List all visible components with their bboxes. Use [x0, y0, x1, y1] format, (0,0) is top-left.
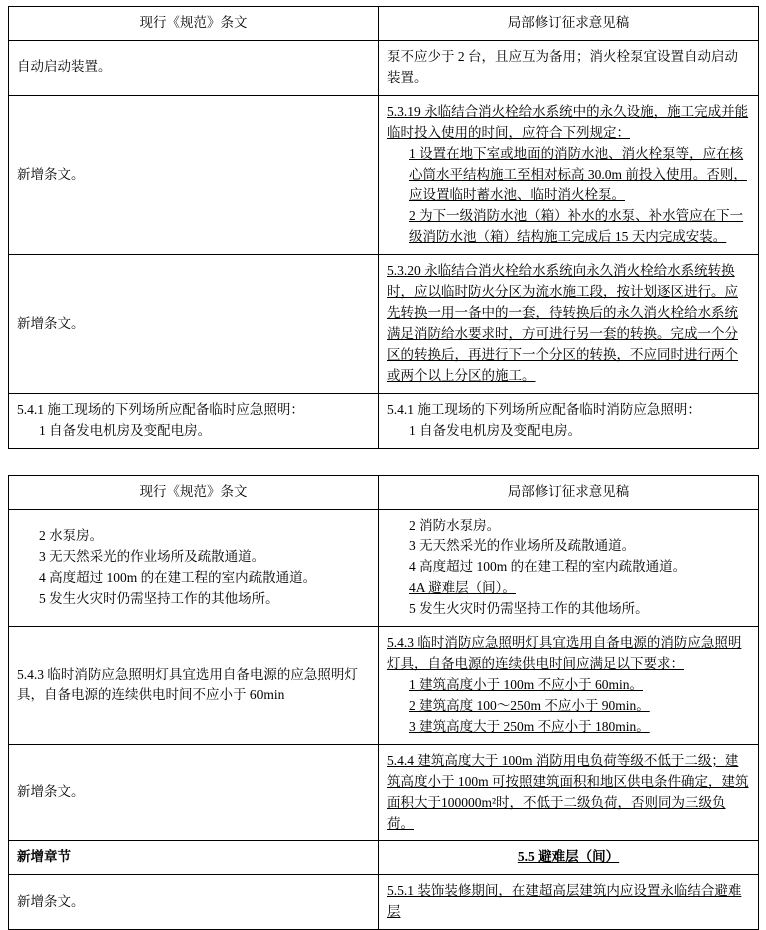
table-2-wrapper [8, 475, 758, 930]
table-row [9, 393, 759, 448]
text-line: 5.4.3 临时消防应急照明灯具宜选用自备电源的消防应急照明灯具，自备电源的连续供电时间应满足以下要求： [387, 635, 742, 672]
text-line: 5.3.20 永临结合消火栓给水系统向永久消火栓给水系统转换时，应以临时防火分区为流水施工段，按计划逐区进行。应先转换一用一备中的一套，待转换后的永久消火栓给水系统满足消防给水要求时，方可进行另一套的转换。完成一个分区的转换后，再进行下一个分区的转换，不应同时进行两个或两个以上分区的施工。 [387, 263, 738, 383]
text-line: 4 高度超过 100m 的在建工程的室内疏散通道。 [409, 559, 687, 575]
text-line: 5.3.19 永临结合消火栓给水系统中的永久设施，施工完成并能临时投入使用的时间，应符合下列规定： [387, 103, 749, 140]
table-row [9, 744, 759, 841]
table-row [9, 875, 759, 930]
header-cell-revision: 局部修订征求意见稿 [379, 7, 759, 41]
table-row [9, 255, 759, 394]
table-row [9, 509, 759, 627]
text-line: 自动启动装置。 [17, 59, 112, 75]
header-cell-current: 现行《规范》条文 [9, 475, 379, 509]
cell-current-text [9, 95, 379, 254]
cell-revision-text [379, 40, 759, 95]
cell-revision-text [379, 509, 759, 627]
cell-current-text [9, 627, 379, 745]
cell-current-text [9, 40, 379, 95]
text-line: 1 自备发电机房及变配电房。 [409, 422, 582, 438]
text-line: 5.5 避难层（间） [517, 849, 620, 865]
cell-current-text [9, 744, 379, 841]
revision-table-1 [8, 6, 759, 449]
cell-revision-text [379, 393, 759, 448]
text-line: 2 为下一级消防水池（箱）补水的水泵、补水管应在下一级消防水池（箱）结构施工完成后 15 天内完成安装。 [409, 208, 744, 245]
text-line: 5.4.1 施工现场的下列场所应配备临时应急照明： [17, 401, 304, 417]
text-line: 泵不应少于 2 台，且应互为备用；消火栓泵宜设置自动启动装置。 [387, 48, 738, 85]
text-line: 5 发生火灾时仍需坚持工作的其他场所。 [39, 590, 279, 606]
text-line: 新增章节 [17, 849, 71, 865]
header-cell-revision: 局部修订征求意见稿 [379, 475, 759, 509]
table-row [9, 627, 759, 745]
revision-table-2 [8, 475, 759, 930]
cell-revision-text [379, 744, 759, 841]
text-line: 1 自备发电机房及变配电房。 [39, 422, 212, 438]
text-line: 2 水泵房。 [39, 527, 104, 543]
table-header-row [9, 7, 759, 41]
table-row [9, 95, 759, 254]
header-cell-current: 现行《规范》条文 [9, 7, 379, 41]
table-header-row [9, 475, 759, 509]
cell-current-text [9, 841, 379, 875]
text-line: 新增条文。 [17, 166, 85, 182]
text-line: 5.4.3 临时消防应急照明灯具宜选用自备电源的应急照明灯具，自备电源的连续供电时间不应小于 60min [17, 666, 358, 703]
cell-current-text [9, 875, 379, 930]
cell-revision-text [379, 255, 759, 394]
text-line: 3 建筑高度大于 250m 不应小于 180min。 [409, 718, 650, 734]
cell-revision-text [379, 875, 759, 930]
table-1-wrapper [8, 6, 758, 449]
text-line: 2 消防水泵房。 [409, 517, 501, 533]
text-line: 5 发生火灾时仍需坚持工作的其他场所。 [409, 601, 649, 617]
cell-current-text [9, 509, 379, 627]
text-line: 5.4.4 建筑高度大于 100m 消防用电负荷等级不低于二级；建筑高度小于 100m 可按照建筑面积和地区供电条件确定，建筑面积大于100000m²时，不低于二级负荷，否则同为三级负荷。 [387, 752, 749, 831]
text-line: 4 高度超过 100m 的在建工程的室内疏散通道。 [39, 569, 317, 585]
table-row [9, 40, 759, 95]
cell-revision-text [379, 627, 759, 745]
table-row [9, 841, 759, 875]
text-line: 3 无天然采光的作业场所及疏散通道。 [409, 538, 636, 554]
text-line: 新增条文。 [17, 784, 85, 800]
cell-revision-text [379, 95, 759, 254]
text-line: 2 建筑高度 100～250m 不应小于 90min。 [409, 697, 650, 713]
text-line: 新增条文。 [17, 893, 85, 909]
text-line: 4A 避难层（间）。 [409, 580, 516, 596]
text-line: 1 设置在地下室或地面的消防水池、消火栓泵等，应在核心筒水平结构施工至相对标高 30.0m 前投入使用。否则，应设置临时蓄水池、临时消火栓泵。 [409, 145, 747, 203]
text-line: 5.5.1 装饰装修期间，在建超高层建筑内应设置永临结合避难层 [387, 883, 742, 920]
cell-revision-text [379, 841, 759, 875]
text-line: 5.4.1 施工现场的下列场所应配备临时消防应急照明： [387, 401, 701, 417]
cell-current-text [9, 255, 379, 394]
text-line: 新增条文。 [17, 315, 85, 331]
table-gap [8, 449, 758, 475]
text-line: 3 无天然采光的作业场所及疏散通道。 [39, 548, 266, 564]
text-line: 1 建筑高度小于 100m 不应小于 60min。 [409, 676, 644, 692]
cell-current-text [9, 393, 379, 448]
